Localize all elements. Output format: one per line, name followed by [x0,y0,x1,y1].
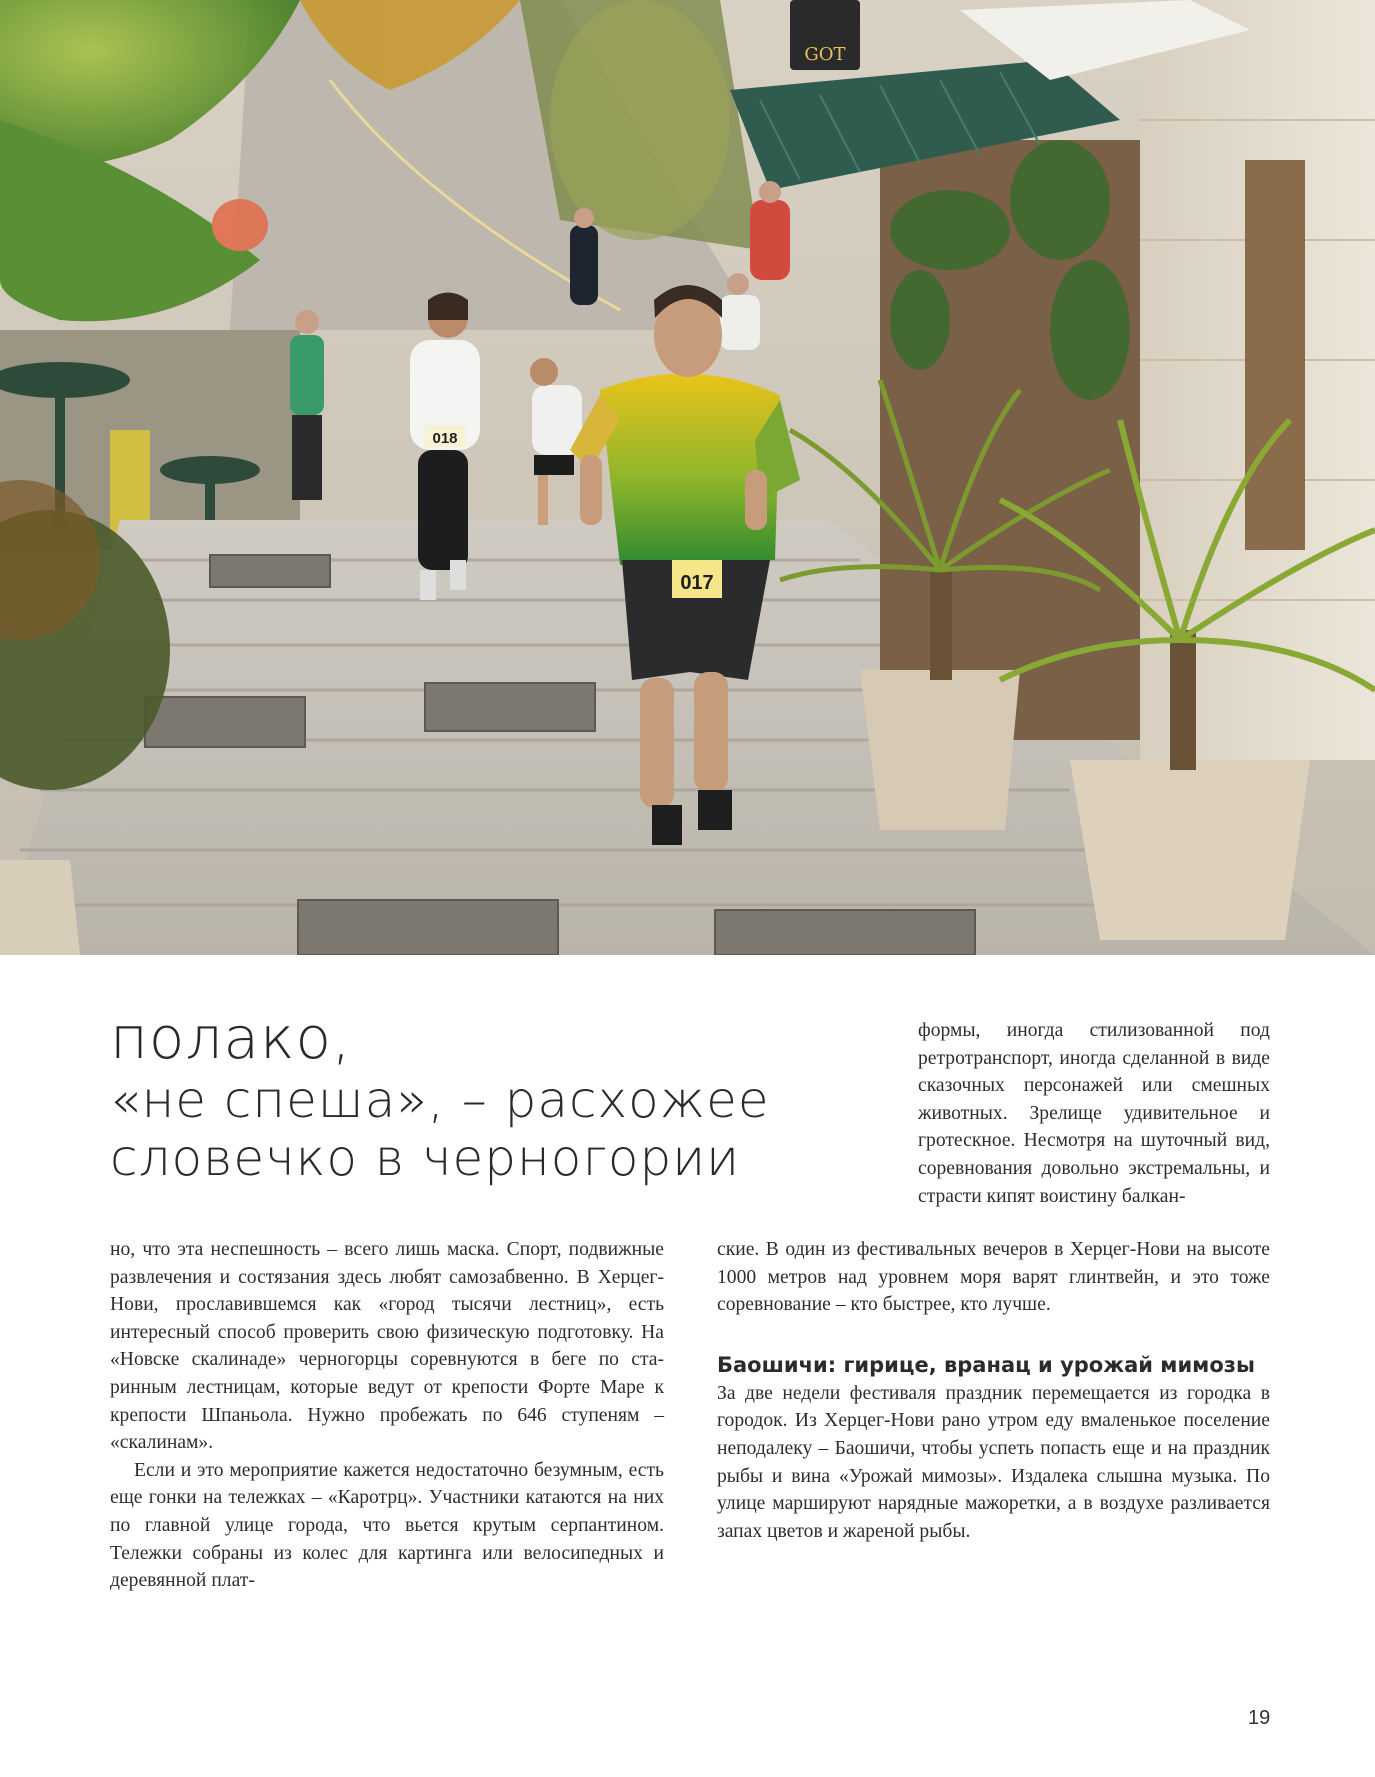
pull-quote-line-2: «не спеша», – расхожее [110,1071,770,1129]
page-number: 19 [1248,1707,1271,1729]
right-top-paragraph: формы, иногда стилизованной под ретротранспорт, иногда сделанной в виде сказочных персонажей или смешных животных. Зрелище удивительное и гротескное. Несмотря на шуточный вид, соревнования довольно экстремальны, и страсти кипят воистину балкан- [918,1020,1270,1207]
bib-018: 018 [432,430,458,447]
pub-sign-text: GOT [804,44,846,65]
left-paragraph-1: но, что эта неспешность – всего лишь маска. Спорт, подвижные развлечения и состязания здесь любят самозабвенно. В Херцег-Нови, прославившемся как «город тысячи лестниц», есть интересный способ проверить свою физическую подготовку. На «Новске скалинаде» черногорцы соревнуются в беге по старинным лестницам, которые ведут от крепости Форте Маре к крепости Шпаньола. Нужно пробежать по 646 ступеням – «скалинам». [110,1239,664,1454]
left-column [110,1236,664,1595]
right-paragraph-2: За две недели фестиваля праздник перемещается из городка в городок. Из Херцег-Нови рано утром еду вмаленькое поселение неподалеку – Баошичи, чтобы успеть попасть еще и на праздник рыбы и вина «Урожай мимозы». Издалека слышна музыка. По улице маршируют нарядные мажоретки, а в воздухе разливается запах цветов и жареной рыбы. [717,1382,1270,1542]
pull-quote-line-3: словечко в черногории [110,1129,741,1187]
section-subheading: Баошичи: гирице, вранац и урожай мимозы [717,1352,1255,1377]
right-top-column [918,1017,1270,1210]
left-paragraph-2: Если и это мероприятие кажется недостаточно безумным, есть еще гонки на тележках – «Каротрц». Участники катаются на них по главной улице города, что вьется крутым серпантином. Тележки собраны из колес для картинга или велосипедных и деревянной плат- [110,1459,664,1592]
pull-quote [110,1005,850,1187]
right-paragraph-1: ские. В один из фестивальных вечеров в Херцег-Нови на высоте 1000 метров над уровнем моря варят глинтвейн, и это тоже соревнование – кто быстрее, кто лучше. [717,1239,1270,1316]
right-column [717,1236,1270,1545]
bib-017: 017 [680,572,714,594]
pull-quote-line-1: полако, [110,1004,352,1072]
